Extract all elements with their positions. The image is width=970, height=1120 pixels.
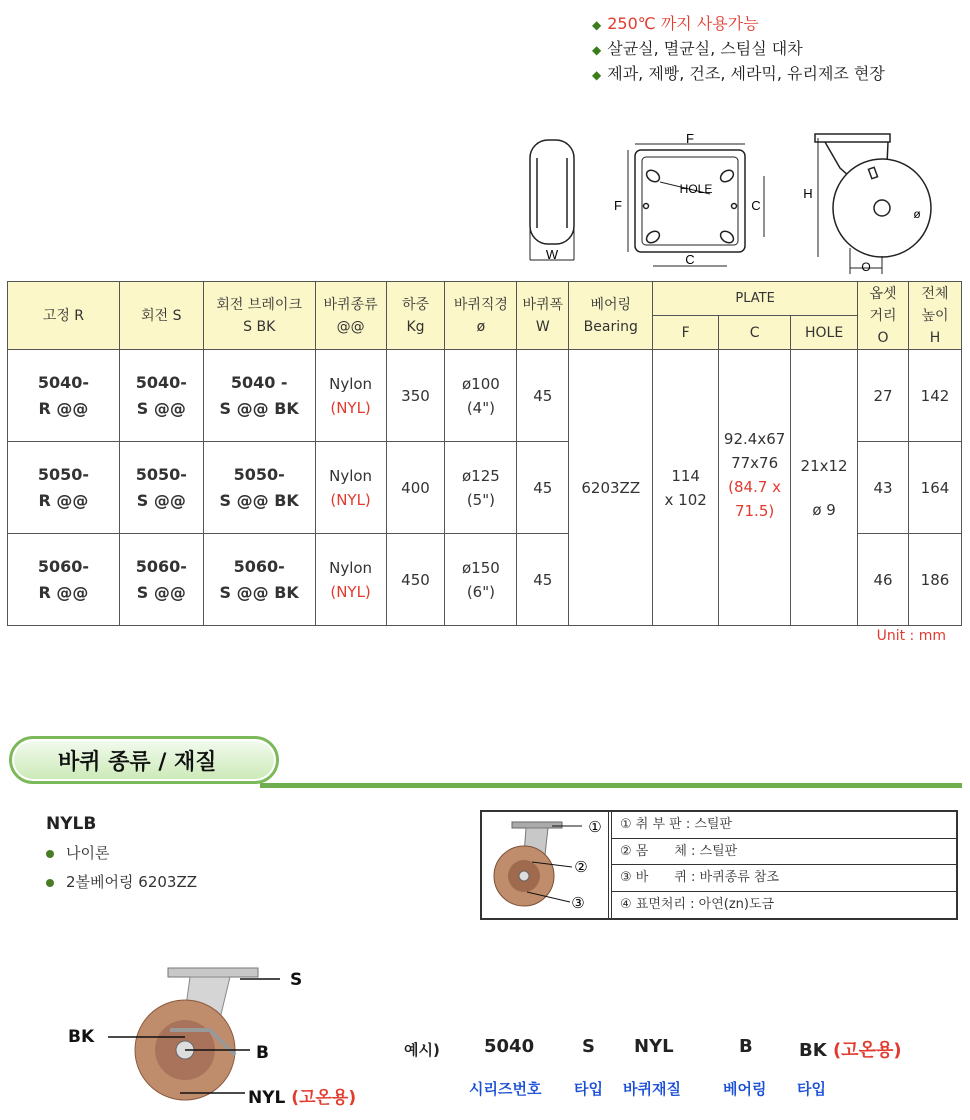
- header-plate-c: C: [719, 316, 791, 350]
- cell-brake-model: 5050- S @@ BK: [203, 442, 315, 534]
- caster-parts-image: [482, 812, 609, 918]
- parts-box: [480, 810, 958, 920]
- feature-item: ◆ 250℃ 까지 사용가능: [592, 12, 885, 37]
- marker-3: ③: [571, 894, 585, 912]
- nylb-title: NYLB: [46, 814, 97, 834]
- example-code-material: NYL: [634, 1036, 674, 1057]
- cell-diameter: ø150 (6"): [445, 534, 517, 626]
- table-row: [8, 350, 962, 442]
- parts-line: ① 취 부 판 : 스틸판: [612, 812, 956, 839]
- cell-wheel-type: Nylon (NYL): [315, 534, 386, 626]
- caster-photo-icon: [482, 812, 609, 918]
- example-label-bearing: 베어링: [723, 1080, 767, 1098]
- caster-label-s: S: [290, 970, 303, 990]
- spec-table: [7, 281, 962, 626]
- wheel-side-view-icon: [530, 140, 574, 260]
- example-label-type: 타입: [574, 1080, 603, 1098]
- cell-fixed-model: 5050- R @@: [8, 442, 120, 534]
- cell-load: 400: [386, 442, 445, 534]
- header-swivel: 회전 S: [119, 282, 203, 350]
- unit-label: Unit : mm: [876, 628, 946, 644]
- parts-line: ③ 바 퀴 : 바퀴종류 참조: [612, 865, 956, 892]
- feature-list: [592, 12, 885, 87]
- dim-f-top-label: F: [686, 131, 694, 146]
- cell-diameter: ø100 (4"): [445, 350, 517, 442]
- example-label-material: 바퀴재질: [623, 1080, 681, 1098]
- feature-item: ◆ 살균실, 멸균실, 스팀실 대차: [592, 37, 885, 62]
- caster-photo-icon: [135, 968, 258, 1100]
- header-fixed: 고정 R: [8, 282, 120, 350]
- bullet-dot-icon: [46, 879, 54, 887]
- dim-o-label: O: [861, 260, 871, 274]
- dim-f-left-label: F: [614, 198, 622, 213]
- header-plate-f: F: [653, 316, 719, 350]
- cell-width: 45: [517, 442, 569, 534]
- cell-swivel-model: 5060- S @@: [119, 534, 203, 626]
- parts-list: [611, 812, 956, 918]
- cell-plate-f: 114 x 102: [653, 350, 719, 626]
- cell-swivel-model: 5040- S @@: [119, 350, 203, 442]
- cell-brake-model: 5060- S @@ BK: [203, 534, 315, 626]
- cell-swivel-model: 5050- S @@: [119, 442, 203, 534]
- header-height: 전체 높이 H: [908, 282, 961, 350]
- cell-diameter: ø125 (5"): [445, 442, 517, 534]
- example-code-bearing: B: [739, 1036, 753, 1057]
- cell-wheel-type: Nylon (NYL): [315, 350, 386, 442]
- dim-diameter-label: ø: [913, 207, 921, 221]
- cell-fixed-model: 5040- R @@: [8, 350, 120, 442]
- dim-h-label: H: [803, 186, 813, 201]
- cell-load: 350: [386, 350, 445, 442]
- header-width: 바퀴폭 W: [517, 282, 569, 350]
- parts-line: ④ 표면처리 : 아연(zn)도금: [620, 896, 775, 912]
- marker-1: ①: [588, 818, 602, 836]
- dimension-diagrams: [520, 128, 940, 276]
- diamond-bullet-icon: ◆: [592, 68, 602, 82]
- header-load: 하중 Kg: [386, 282, 445, 350]
- example-code-type: S: [582, 1036, 595, 1057]
- example-code-brake: BK (고온용): [799, 1040, 902, 1061]
- cell-plate-c: 92.4x67 77x76 (84.7 x 71.5): [719, 350, 791, 626]
- dim-c-bottom-label: C: [685, 252, 695, 267]
- cell-bearing: 6203ZZ: [569, 350, 653, 626]
- cell-width: 45: [517, 350, 569, 442]
- diamond-bullet-icon: ◆: [592, 18, 602, 32]
- cell-offset: 27: [858, 350, 909, 442]
- caster-side-view-icon: [815, 134, 931, 274]
- cell-fixed-model: 5060- R @@: [8, 534, 120, 626]
- cell-offset: 43: [858, 442, 909, 534]
- header-brake: 회전 브레이크 S BK: [203, 282, 315, 350]
- cell-height: 142: [908, 350, 961, 442]
- bullet-item: 2볼베어링 6203ZZ: [46, 871, 197, 892]
- dim-w-label: W: [545, 247, 559, 262]
- section-banner: 바퀴 종류 / 재질: [9, 736, 279, 784]
- header-plate: PLATE: [653, 282, 858, 316]
- example-label-series: 시리즈번호: [469, 1080, 542, 1098]
- feature-item: ◆ 제과, 제빵, 건조, 세라믹, 유리제조 현장: [592, 62, 885, 87]
- caster-label-b: B: [256, 1043, 269, 1063]
- caster-label-bk: BK: [68, 1027, 95, 1047]
- section-divider: [260, 783, 962, 788]
- diamond-bullet-icon: ◆: [592, 43, 602, 57]
- header-bearing: 베어링 Bearing: [569, 282, 653, 350]
- example-code-series: 5040: [484, 1036, 535, 1057]
- dim-c-right-label: C: [751, 198, 761, 213]
- cell-offset: 46: [858, 534, 909, 626]
- header-offset: 옵셋 거리 O: [858, 282, 909, 350]
- caster-label-nyl: NYL (고온용): [248, 1088, 357, 1108]
- cell-width: 45: [517, 534, 569, 626]
- cell-wheel-type: Nylon (NYL): [315, 442, 386, 534]
- header-diameter: 바퀴직경 ø: [445, 282, 517, 350]
- header-plate-hole: HOLE: [791, 316, 858, 350]
- bullet-item: 나이론: [46, 842, 109, 863]
- example-prefix: 예시): [404, 1041, 440, 1059]
- cell-plate-hole: 21x12 ø 9: [791, 350, 858, 626]
- marker-2: ②: [574, 858, 588, 876]
- plate-top-view-icon: [628, 144, 764, 266]
- header-wheel-type: 바퀴종류 @@: [315, 282, 386, 350]
- bullet-dot-icon: [46, 850, 54, 858]
- cell-brake-model: 5040 - S @@ BK: [203, 350, 315, 442]
- cell-height: 186: [908, 534, 961, 626]
- cell-load: 450: [386, 534, 445, 626]
- example-label-type2: 타입: [797, 1080, 826, 1098]
- dim-hole-label: HOLE: [679, 182, 713, 196]
- cell-height: 164: [908, 442, 961, 534]
- parts-line: ② 몸 체 : 스틸판: [612, 839, 956, 866]
